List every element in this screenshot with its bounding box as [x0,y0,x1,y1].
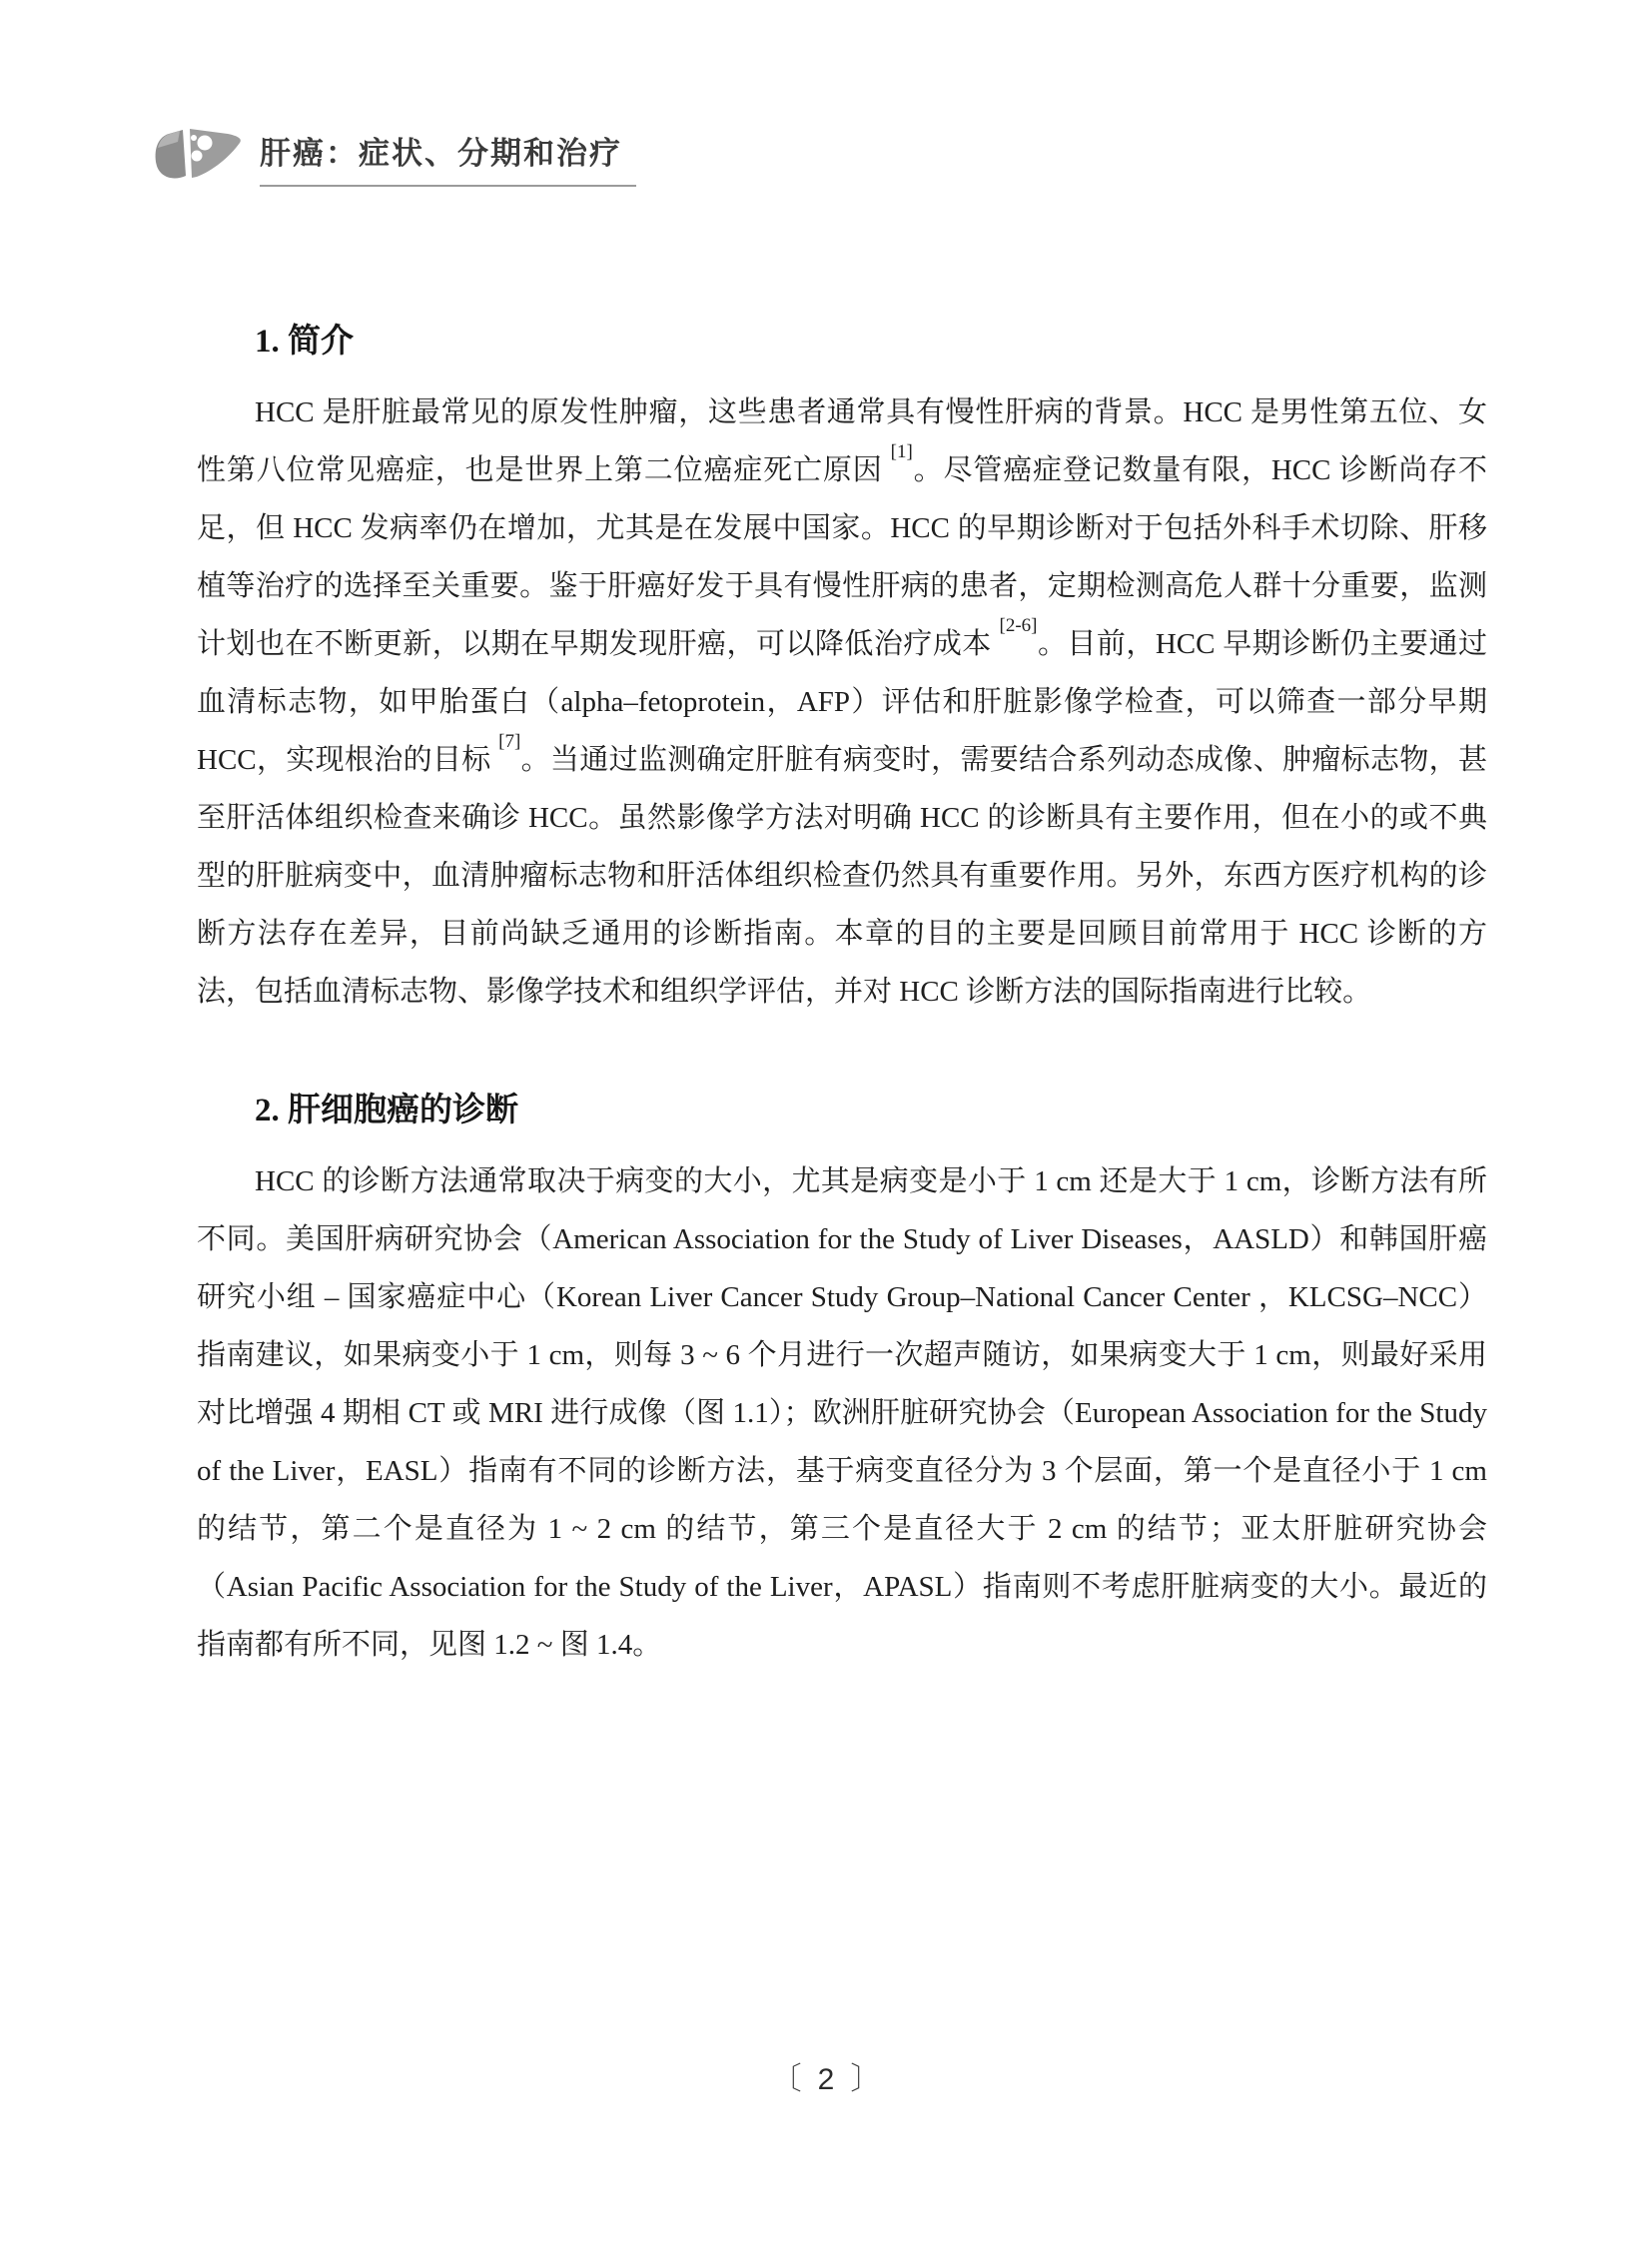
paragraph-introduction: HCC 是肝脏最常见的原发性肿瘤，这些患者通常具有慢性肝病的背景。HCC 是男性第五位、女性第八位常见癌症，也是世界上第二位癌症死亡原因 [1]。尽管癌症登记数量有限，HCC 诊断尚存不足，但 HCC 发病率仍在增加，尤其是在发展中国家。HCC 的早期诊断对于包括外科手术切除、肝移植等治疗的选择至关重要。鉴于肝癌好发于具有慢性肝病的患者，定期检测高危人群十分重要，监测计划也在不断更新，以期在早期发现肝癌，可以降低治疗成本 [2-6]。目前，HCC 早期诊断仍主要通过血清标志物，如甲胎蛋白（alpha–fetoprotein，AFP）评估和肝脏影像学检查，可以筛查一部分早期 HCC，实现根治的目标 [7]。当通过监测确定肝脏有病变时，需要结合系列动态成像、肿瘤标志物，甚至肝活体组织检查来确诊 HCC。虽然影像学方法对明确 HCC 的诊断具有主要作用，但在小的或不典型的肝脏病变中，血清肿瘤标志物和肝活体组织检查仍然具有重要作用。另外，东西方医疗机构的诊断方法存在差异，目前尚缺乏通用的诊断指南。本章的目的主要是回顾目前常用于 HCC 诊断的方法，包括血清标志物、影像学技术和组织学评估，并对 HCC 诊断方法的国际指南进行比较。 [197,396,1487,1008]
page-header [152,126,636,187]
header-title-block [260,126,636,187]
page-number: 2 [817,2063,835,2096]
section-introduction [197,320,1487,1021]
reference-superscript: [1] [890,441,913,463]
liver-icon [152,126,244,184]
reference-superscript: [7] [498,731,521,753]
page-number-bracket-left: 〔 [770,2061,802,2096]
page-number-bracket-right: 〕 [850,2061,882,2096]
section-hcc-diagnosis [197,1089,1487,1674]
reference-superscript: [2-6] [999,615,1038,637]
section-heading-introduction: 1. 简介 [255,324,354,360]
page-header-title: 肝癌：症状、分期和治疗 [260,136,622,171]
section-heading-diagnosis: 2. 肝细胞癌的诊断 [255,1093,518,1128]
page-footer [0,2053,1652,2098]
document-body [197,320,1487,1674]
paragraph-diagnosis: HCC 的诊断方法通常取决于病变的大小，尤其是病变是小于 1 cm 还是大于 1 cm，诊断方法有所不同。美国肝病研究协会（American Association for the Study of Liver Diseases，AASLD）和韩国肝癌研究小组 – 国家癌症中心（Korean Liver Cancer Study Group–National Cancer Center ，KLCSG–NCC）指南建议，如果病变小于 1 cm，则每 3 ~ 6 个月进行一次超声随访，如果病变大于 1 cm，则最好采用对比增强 4 期相 CT 或 MRI 进行成像（图 1.1）；欧洲肝脏研究协会（European Association for the Study of the Liver，EASL）指南有不同的诊断方法，基于病变直径分为 3 个层面，第一个是直径小于 1 cm 的结节，第二个是直径为 1 ~ 2 cm 的结节，第三个是直径大于 2 cm 的结节；亚太肝脏研究协会（Asian Pacific Association for the Study of the Liver，APASL）指南则不考虑肝脏病变的大小。最近的指南都有所不同，见图 1.2 ~ 图 1.4。 [197,1165,1487,1661]
